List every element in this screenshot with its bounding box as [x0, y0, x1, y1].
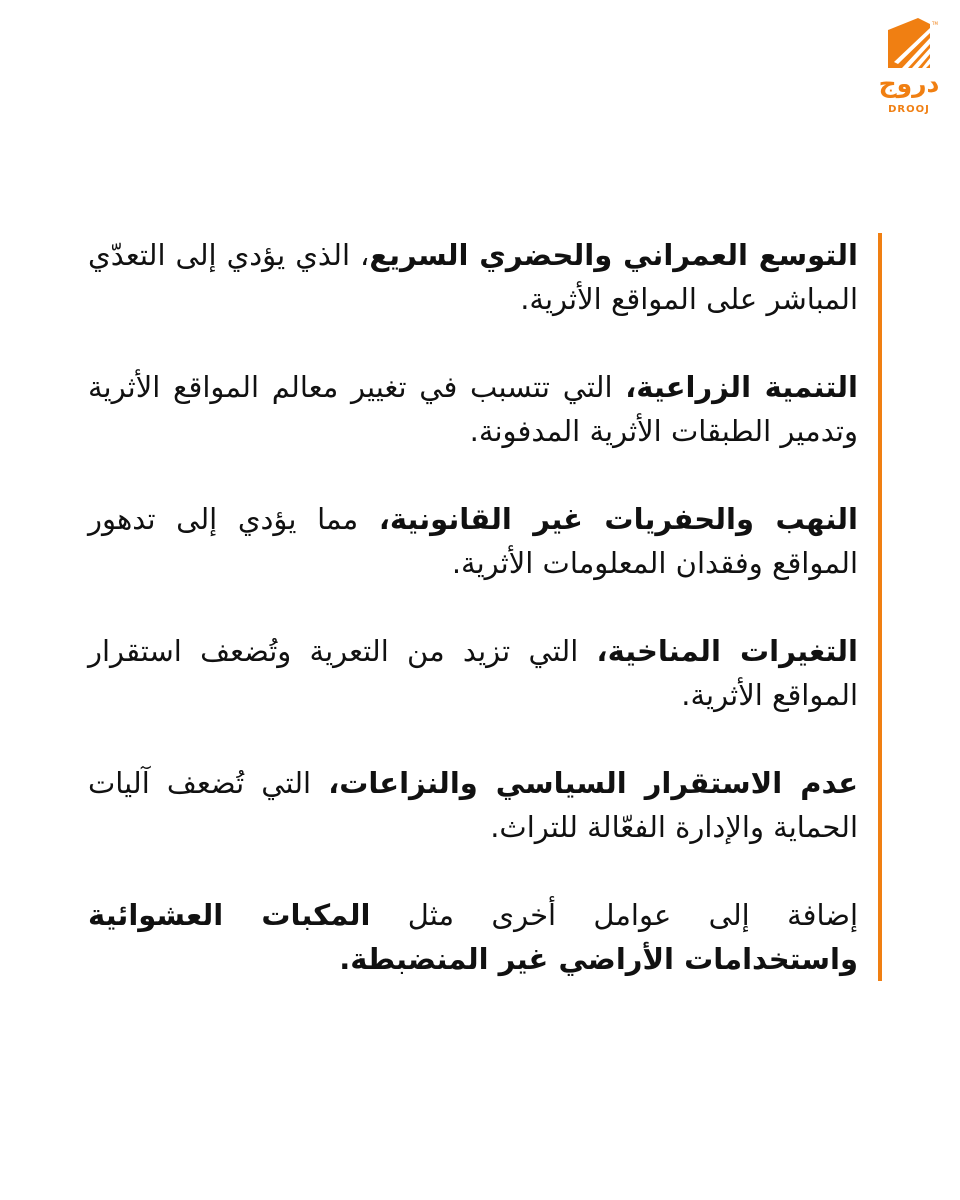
- paragraph-urban-expansion: [88, 233, 858, 321]
- paragraph-lead: إضافة إلى عوامل أخرى مثل: [370, 898, 859, 932]
- logo-arabic-wordmark: دروج: [878, 69, 940, 98]
- paragraph-heading: التوسع العمراني والحضري السريع: [369, 238, 858, 272]
- paragraph-looting-excavations: [88, 497, 858, 585]
- factors-list: [88, 233, 882, 981]
- paragraph-heading: المكبات العشوائية واستخدامات الأراضي غير المنضبطة.: [88, 898, 858, 976]
- paragraph-body: التي تتسبب في تغيير معالم المواقع الأثرية وتدمير الطبقات الأثرية المدفونة.: [88, 370, 858, 448]
- logo-latin-wordmark: DROOJ: [888, 104, 930, 115]
- drooj-logo-mark-icon: [878, 18, 940, 70]
- paragraph-heading: التغيرات المناخية،: [596, 634, 858, 668]
- paragraph-heading: التنمية الزراعية،: [625, 370, 858, 404]
- paragraph-political-instability: [88, 761, 858, 849]
- paragraph-body: التي تُضعف آليات الحماية والإدارة الفعّالة للتراث.: [88, 766, 858, 844]
- paragraph-body: مما يؤدي إلى تدهور المواقع وفقدان المعلومات الأثرية.: [88, 502, 858, 580]
- paragraph-heading: عدم الاستقرار السياسي والنزاعات،: [328, 766, 859, 800]
- paragraph-agricultural-development: [88, 365, 858, 453]
- paragraph-body: التي تزيد من التعرية وتُضعف استقرار المواقع الأثرية.: [88, 634, 858, 712]
- paragraph-body: ، الذي يؤدي إلى التعدّي المباشر على المواقع الأثرية.: [88, 238, 858, 316]
- drooj-logo: [878, 18, 940, 120]
- paragraph-other-factors: [88, 893, 858, 981]
- trademark-mark: TM: [932, 21, 938, 26]
- paragraph-heading: النهب والحفريات غير القانونية،: [378, 502, 858, 536]
- paragraph-climate-change: [88, 629, 858, 717]
